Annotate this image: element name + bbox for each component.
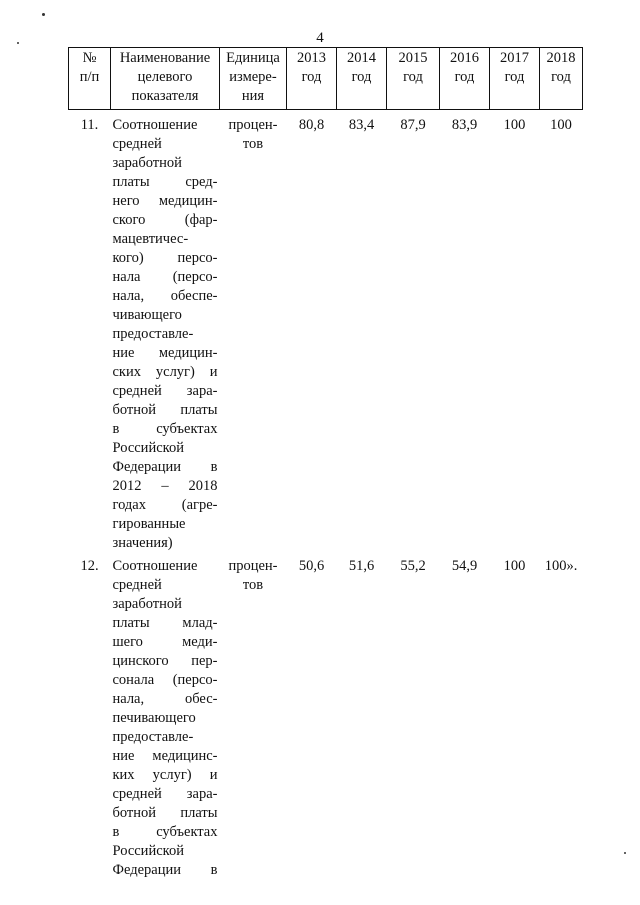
table-row: [69, 553, 583, 880]
header-year: 2018 год: [540, 48, 583, 110]
value-2018: 100».: [544, 558, 578, 574]
header-year: 2014 год: [337, 48, 387, 110]
value-2015: 87,9: [400, 117, 426, 133]
value-2016: 54,9: [451, 558, 478, 574]
targets-table: [68, 47, 583, 880]
value-2014: 51,6: [348, 558, 375, 574]
header-year: 2015 год: [387, 48, 440, 110]
page-number: 4: [316, 30, 324, 46]
value-2017: 100: [503, 117, 526, 133]
value-2016: 83,9: [451, 117, 478, 133]
value-2018: 100: [550, 117, 572, 133]
value-2017: 100: [503, 558, 526, 574]
scan-speck: [42, 13, 45, 16]
value-2013: 50,6: [298, 558, 325, 574]
unit-of-measure: процен- тов: [228, 117, 278, 152]
value-2013: 80,8: [298, 117, 325, 133]
value-2015: 55,2: [400, 558, 426, 574]
value-2014: 83,4: [348, 117, 375, 133]
indicator-name: Соотношение средней заработной платы сред- него медицин- ского (фар- мацевтичес- кого) персо- нала (персо- нала, обеспе- чивающего предоставле- ние медицин- ских услуг) и средней зара- ботной платы в субъектах Российской Федерации в 2012 – 2018 годах (агре- гированные значения): [112, 117, 218, 551]
indicator-name: Соотношение средней заработной платы млад- шего меди- цинского пер- сонала (персо- нала, обес- печивающего предоставле- ние медицинс- ких услуг) и средней зара- ботной платы в субъектах Российской Федерации в: [112, 558, 218, 878]
header-year: 2016 год: [440, 48, 490, 110]
header-num: № п/п: [69, 48, 111, 110]
scan-speck: [17, 42, 19, 44]
header-name: Наименование целевого показателя: [111, 48, 220, 110]
table-row: [69, 110, 583, 554]
header-unit: Единица измере- ния: [220, 48, 287, 110]
table-header-row: [69, 48, 583, 110]
row-number: 12.: [80, 558, 99, 574]
unit-of-measure: процен- тов: [228, 558, 278, 593]
scan-speck: [624, 852, 626, 854]
row-number: 11.: [80, 117, 99, 133]
header-year: 2013 год: [287, 48, 337, 110]
header-year: 2017 год: [490, 48, 540, 110]
